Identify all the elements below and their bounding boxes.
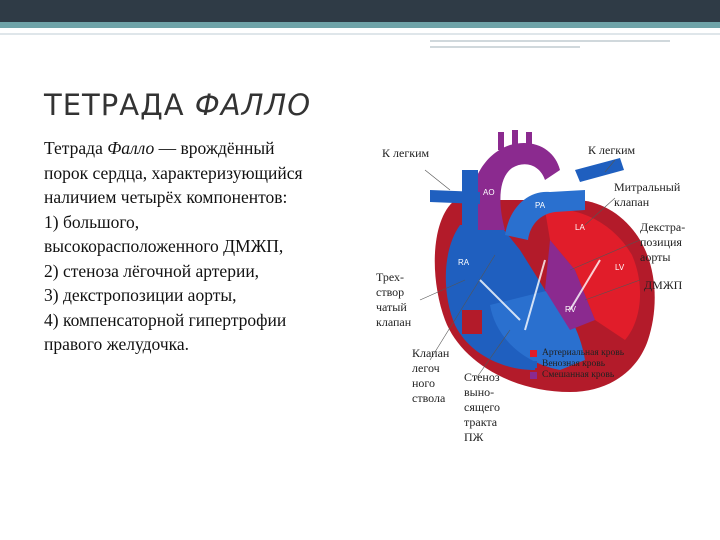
label-line: ного [412, 376, 436, 390]
description-line: порок сердца, характеризующийся [44, 162, 303, 183]
label-line: Декстра- [640, 220, 686, 234]
legend-label: Артериальная кровь [542, 348, 625, 358]
description-line [44, 136, 374, 161]
label-pulmonary-valve [412, 346, 449, 406]
legend-swatch [530, 372, 537, 379]
top-accent-bar [0, 22, 720, 28]
description-line: высокорасположенного ДМЖП, [44, 236, 284, 256]
label-stenosis [464, 370, 500, 445]
divider-line [0, 33, 720, 35]
label-to-lungs-left: К легким [382, 146, 430, 160]
legend-swatch [530, 350, 537, 357]
chamber-label-la: LA [575, 223, 585, 232]
blood-legend [530, 348, 624, 381]
chamber-label-ra: RA [458, 258, 470, 267]
aortic-branch [512, 130, 518, 148]
label-line: Клапан [412, 346, 450, 360]
divider-line [430, 46, 580, 48]
label-line: аорты [640, 250, 671, 264]
text-span: Тетрада [44, 138, 108, 158]
label-line: створ [376, 285, 405, 299]
text-span: — врождённый [154, 138, 275, 158]
legend-item [530, 370, 624, 381]
vena-cava-superior [462, 170, 478, 230]
label-line: клапан [614, 195, 650, 209]
slide-title [44, 88, 311, 122]
label-tricuspid-valve [376, 270, 411, 330]
label-line: позиция [640, 235, 682, 249]
label-dextroposition [640, 220, 685, 265]
title-italic: ФАЛЛО [194, 88, 312, 122]
description-line: правого желудочка. [44, 334, 190, 354]
vena-cava-inferior [462, 310, 482, 334]
description-text [44, 136, 374, 357]
label-line: Митральный [614, 180, 681, 194]
label-line: легоч [412, 361, 440, 375]
aortic-branch [526, 132, 532, 150]
chamber-label-lv: LV [615, 263, 625, 272]
label-to-lungs-right: К легким [588, 143, 636, 157]
chamber-label-rv: RV [565, 305, 576, 314]
legend-label: Смешанная кровь [542, 370, 615, 380]
label-line: клапан [376, 315, 412, 329]
chamber-label-pa: PA [535, 201, 546, 210]
description-line: 3) декстропозиции аорты, [44, 285, 237, 305]
chamber-label-ao: AO [483, 188, 495, 197]
label-line: тракта [464, 415, 498, 429]
divider-line [430, 40, 670, 42]
title-plain: ТЕТРАДА [44, 88, 185, 122]
legend-label: Венозная кровь [542, 359, 606, 369]
description-line: 1) большого, [44, 211, 140, 232]
text-italic: Фалло [107, 138, 155, 158]
label-line: чатый [376, 300, 407, 314]
pulmonary-branch-right [575, 158, 624, 182]
description-line: 2) стеноза лёгочной артерии, [44, 260, 260, 281]
label-line: Трех- [376, 270, 405, 284]
top-bar [0, 0, 720, 22]
label-mitral-valve [614, 180, 680, 210]
label-line: выно- [464, 385, 495, 399]
label-line: Стеноз [464, 370, 500, 384]
label-line: ствола [412, 391, 446, 405]
aortic-branch [498, 132, 504, 150]
description-line: наличием четырёх компонентов: [44, 187, 288, 207]
description-line: 4) компенсаторной гипертрофии [44, 309, 287, 330]
legend-item [530, 348, 624, 359]
label-line: сящего [464, 400, 501, 414]
label-vsd: ДМЖП [644, 278, 683, 292]
label-line: ПЖ [464, 430, 484, 444]
legend-item [530, 359, 624, 370]
legend-swatch [530, 361, 537, 368]
